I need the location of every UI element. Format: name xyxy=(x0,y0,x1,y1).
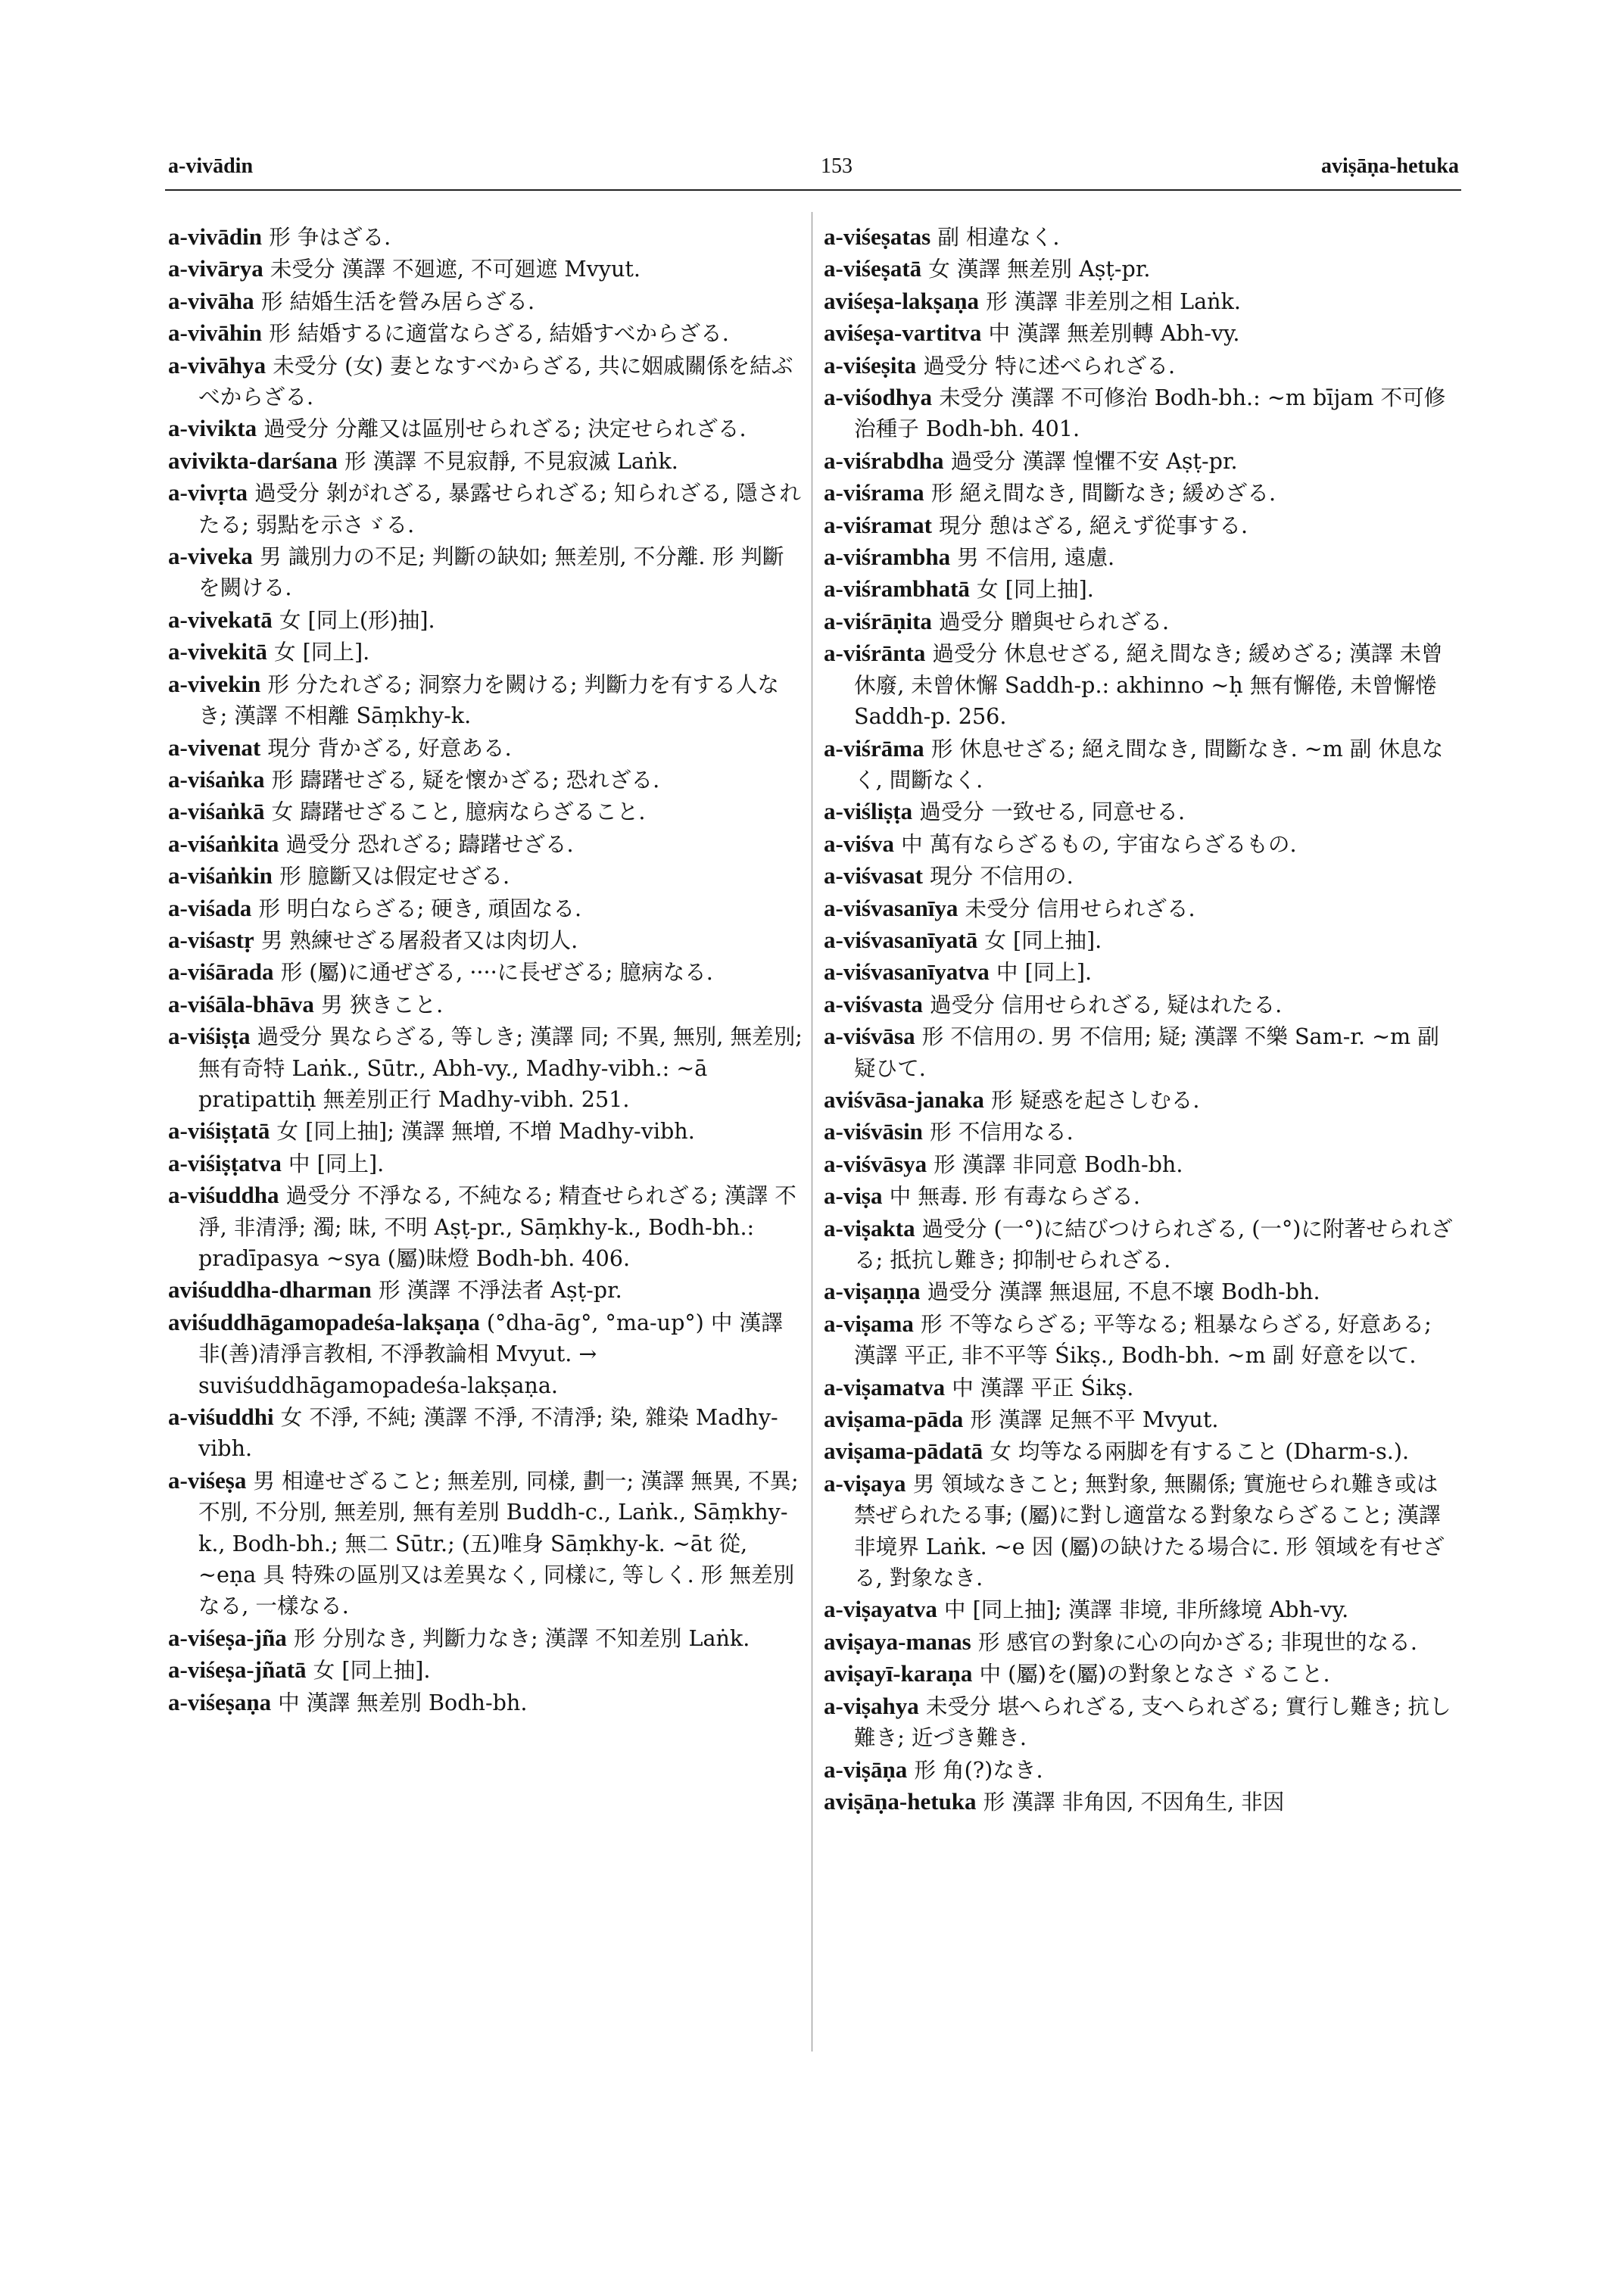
dictionary-entry xyxy=(824,1786,1458,1818)
dictionary-entry xyxy=(824,382,1458,445)
dictionary-entry xyxy=(824,1626,1458,1658)
definition: 女 [同上抽]. xyxy=(313,1657,431,1684)
dictionary-entry xyxy=(824,1404,1458,1435)
headword: a-viśvasanīyatva xyxy=(824,958,990,986)
dictionary-entry xyxy=(824,509,1458,541)
headword: a-viṣaṇṇa xyxy=(824,1278,921,1305)
headword: a-vivenat xyxy=(168,734,261,761)
dictionary-entry xyxy=(824,573,1458,605)
headword: a-vivṛta xyxy=(168,479,248,506)
dictionary-entry xyxy=(824,350,1458,382)
headword: a-viśaṅkin xyxy=(168,862,273,889)
headword: a-viśodhya xyxy=(824,384,932,411)
dictionary-entry xyxy=(824,637,1458,732)
dictionary-entry xyxy=(168,764,803,796)
dictionary-entry xyxy=(824,1594,1458,1625)
header-right-guideword: aviṣāṇa-hetuka xyxy=(1320,154,1459,178)
dictionary-entry xyxy=(824,1308,1458,1372)
dictionary-entry xyxy=(168,1465,803,1622)
dictionary-entry xyxy=(824,1372,1458,1404)
definition: 中 漢譯 無差別轉 Abh-vy. xyxy=(988,320,1240,347)
dictionary-entry xyxy=(824,1180,1458,1212)
dictionary-entry xyxy=(824,1084,1458,1116)
dictionary-entry xyxy=(168,317,803,349)
definition: 過受分 (一°)に結びつけられざる, (一°)に附著せられざる; 抵抗し難き; 抑制せられざる. xyxy=(854,1215,1453,1273)
dictionary-entry xyxy=(168,1622,803,1654)
definition: 過受分 分離又は區別せられざる; 決定せられざる. xyxy=(263,416,747,442)
headword: a-viṣaya xyxy=(824,1469,906,1497)
headword: a-viśeṣaṇa xyxy=(168,1688,272,1715)
header-left-guideword: a-vivādin xyxy=(168,154,254,178)
headword: a-viśeṣita xyxy=(824,351,917,379)
headword: a-viṣama xyxy=(824,1310,914,1337)
headword: a-viśvāsa xyxy=(824,1023,915,1050)
definition: 形 疑惑を起さしむる. xyxy=(990,1086,1200,1113)
definition: 中 漢譯 平正 Śikṣ. xyxy=(952,1374,1134,1400)
definition: 形 不信用の. 男 不信用; 疑; 漢譯 不樂 Sam-r. ~m 副 疑ひて. xyxy=(854,1023,1439,1081)
dictionary-entry xyxy=(168,253,803,285)
definition: 形 不信用なる. xyxy=(930,1119,1074,1145)
dictionary-entry xyxy=(168,1274,803,1306)
definition: 未受分 漢譯 不可修治 Bodh-bh.: ~m bījam 不可修治種子 Bodh-bh. 401. xyxy=(854,385,1446,442)
dictionary-entry xyxy=(824,477,1458,509)
definition: 中 漢譯 無差別 Bodh-bh. xyxy=(278,1689,528,1715)
definition: 過受分 信用せられざる, 疑はれたる. xyxy=(929,991,1283,1017)
headword: a-viśramat xyxy=(824,511,932,538)
definition: 形 争はざる. xyxy=(269,224,391,250)
definition: 未受分 漢譯 不廻遮, 不可廻遮 Mvyut. xyxy=(270,256,641,282)
dictionary-entry xyxy=(824,1658,1458,1690)
right-column xyxy=(824,221,1458,1818)
definition: 形 感官の對象に心の向かざる; 非現世的なる. xyxy=(977,1628,1417,1655)
headword: a-viśrambhatā xyxy=(824,575,970,603)
definition: 過受分 一致せる, 同意せる. xyxy=(919,799,1186,825)
headword: a-viśvasat xyxy=(824,862,923,889)
definition: 形 漢譯 不淨法者 Aṣṭ-pr. xyxy=(378,1277,622,1304)
dictionary-entry xyxy=(168,828,803,860)
dictionary-entry xyxy=(168,350,803,413)
definition: 未受分 堪へられざる, 支へられざる; 實行し難き; 抗し難き; 近づき難き. xyxy=(854,1693,1451,1751)
dictionary-entry xyxy=(168,893,803,924)
headword: a-viśvasanīya xyxy=(824,894,959,921)
definition: 女 不淨, 不純; 漢譯 不淨, 不清淨; 染, 雜染 Madhy-vibh. xyxy=(198,1404,778,1462)
dictionary-entry xyxy=(824,317,1458,349)
definition: 形 結婚生活を營み居らざる. xyxy=(260,288,535,314)
definition: 形 絕え間なき, 間斷なき; 緩めざる. xyxy=(930,480,1276,506)
definition: 女 [同上抽]; 漢譯 無増, 不増 Madhy-vibh. xyxy=(276,1118,695,1145)
dictionary-entry xyxy=(168,285,803,317)
definition: 未受分 信用せられざる. xyxy=(965,895,1195,921)
definition: 形 結婚するに適當ならざる, 結婚すべからざる. xyxy=(269,320,729,347)
headword: a-viśrāṇita xyxy=(824,607,932,634)
headword: a-viśiṣṭatva xyxy=(168,1149,282,1176)
headword: a-viṣahya xyxy=(824,1692,919,1719)
headword: a-viśuddhi xyxy=(168,1404,274,1431)
headword: a-viśrama xyxy=(824,479,924,506)
headword: a-viśaṅkā xyxy=(168,798,265,825)
headword: a-viṣakta xyxy=(824,1214,915,1242)
definition: (°dha-āg°, °ma-up°) 中 漢譯 非(善)清淨言教相, 不淨教論相 Mvyut. → suviśuddhāgamopadeśa-lakṣaṇa. xyxy=(198,1309,783,1398)
dictionary-entry xyxy=(824,1020,1458,1084)
definition: 形 明白ならざる; 硬き, 頑固なる. xyxy=(258,895,582,921)
headword: aviśuddha-dharman xyxy=(168,1276,372,1304)
headword: aviśvāsa-janaka xyxy=(824,1086,984,1113)
dictionary-entry xyxy=(168,1687,803,1718)
dictionary-entry xyxy=(168,732,803,764)
definition: 過受分 休息せざる, 絕え間なき; 緩めざる; 漢譯 未曾休廢, 未曾休懈 Saddh-p.: akhinno ~ḥ 無有懈倦, 未曾懈惓 Saddh-p. 256. xyxy=(854,640,1443,730)
dictionary-entry xyxy=(168,477,803,541)
headword: a-viśiṣṭa xyxy=(168,1023,251,1050)
definition: 男 相違せざること; 無差別, 同樣, 劃一; 漢譯 無異, 不異; 不別, 不分別, 無差別, 無有差別 Buddh-c., Laṅk., Sāṃkhy-k., Bodh-bh.; 無二 Sūtr.; (五)唯身 Sāṃkhy-k. ~āt 從, ~eṇa 具 特殊の區別又は差異なく, 同樣に, 等しく. 形 無差別なる, 一樣なる. xyxy=(198,1467,799,1619)
headword: a-viśrāma xyxy=(824,734,924,762)
dictionary-entry xyxy=(168,445,803,477)
dictionary-entry xyxy=(824,1116,1458,1148)
dictionary-entry xyxy=(824,924,1458,956)
headword: a-viśliṣṭa xyxy=(824,798,913,825)
definition: 形 分たれざる; 洞察力を闕ける; 判斷力を有する人なき; 漢譯 不相離 Sāṃkhy-k. xyxy=(198,671,779,729)
dictionary-entry xyxy=(824,541,1458,573)
definition: 現分 憩はざる, 絕えず從事する. xyxy=(939,512,1248,538)
headword: aviśeṣa-vartitva xyxy=(824,319,982,347)
headword: a-viṣamatva xyxy=(824,1373,946,1400)
dictionary-entry xyxy=(168,1148,803,1179)
dictionary-entry xyxy=(168,989,803,1020)
definition: 過受分 漢譯 惶懼不安 Aṣṭ-pr. xyxy=(950,447,1238,474)
dictionary-entry xyxy=(168,604,803,636)
dictionary-entry xyxy=(824,606,1458,637)
definition: 形 漢譯 足無不平 Mvyut. xyxy=(970,1407,1219,1433)
definition: 未受分 (女) 妻となすべからざる, 共に姻戚關係を結ぶべからざる. xyxy=(198,352,793,410)
definition: 現分 背かざる, 好意ある. xyxy=(267,734,512,761)
headword: aviṣaya-manas xyxy=(824,1628,971,1655)
dictionary-entry xyxy=(168,1115,803,1147)
definition: 女 均等なる兩脚を有すること (Dharm-s.). xyxy=(990,1438,1410,1465)
headword: aviṣayī-karaṇa xyxy=(824,1660,973,1687)
dictionary-entry xyxy=(168,1307,803,1401)
headword: a-viśeṣa xyxy=(168,1466,247,1494)
headword: a-viśeṣa-jña xyxy=(168,1624,287,1651)
headword: a-viśaṅka xyxy=(168,765,265,793)
headword: a-viśrabdha xyxy=(824,447,944,474)
headword: a-vivāhya xyxy=(168,351,267,379)
headword: a-viṣāṇa xyxy=(824,1756,908,1783)
headword: a-viśuddha xyxy=(168,1182,279,1209)
definition: 男 狹きこと. xyxy=(321,991,444,1017)
definition: 形 (屬)に通ぜざる, ····に長ぜざる; 臆病なる. xyxy=(280,959,713,986)
dictionary-entry xyxy=(824,253,1458,285)
definition: 男 識別力の不足; 判斷の缺如; 無差別, 不分離. 形 判斷を闕ける. xyxy=(198,544,784,601)
headword: a-viśva xyxy=(824,830,894,857)
headword: a-vivekitā xyxy=(168,638,267,665)
definition: 形 漢譯 非角因, 不因角生, 非因 xyxy=(983,1788,1285,1815)
definition: 現分 不信用の. xyxy=(929,863,1074,889)
definition: 過受分 贈與せられざる. xyxy=(939,608,1170,634)
definition: 過受分 恐れざる; 躊躇せざる. xyxy=(285,830,574,857)
definition: 中 無毒. 形 有毒ならざる. xyxy=(889,1183,1140,1210)
dictionary-entry xyxy=(824,1148,1458,1180)
definition: 男 領域なきこと; 無對象, 無關係; 實施せられ難き或は禁ぜられたる事; (屬)に對し適當なる對象ならざること; 漢譯 非境界 Laṅk. ~e 因 (屬)の缺けたる場合に. 形 領域を有せざる, 對象なき. xyxy=(854,1470,1445,1591)
dictionary-entry xyxy=(168,668,803,732)
definition: 女 [同上抽]. xyxy=(984,927,1102,953)
headword: a-viṣayatva xyxy=(824,1596,937,1623)
headword: a-viśrānta xyxy=(824,640,926,667)
headword: a-viśāla-bhāva xyxy=(168,990,314,1017)
definition: 中 [同上]. xyxy=(996,959,1093,986)
headword: a-viśeṣatas xyxy=(824,223,931,250)
dictionary-entry xyxy=(824,1754,1458,1786)
definition: 形 漢譯 非差別之相 Laṅk. xyxy=(986,288,1241,314)
dictionary-entry xyxy=(824,1690,1458,1754)
definition: 女 [同上(形)抽]. xyxy=(279,606,435,633)
definition: 過受分 特に述べられざる. xyxy=(923,352,1176,379)
headword: a-viśvasanīyatā xyxy=(824,926,978,953)
headword: a-vivekin xyxy=(168,670,261,697)
headword: a-vivekatā xyxy=(168,606,273,633)
headword: a-viśeṣatā xyxy=(824,255,922,282)
headword: aviṣāṇa-hetuka xyxy=(824,1787,977,1815)
definition: 形 臆斷又は假定せざる. xyxy=(279,863,510,889)
dictionary-entry xyxy=(168,860,803,892)
definition: 形 漢譯 非同意 Bodh-bh. xyxy=(934,1151,1183,1177)
headword: aviṣama-pāda xyxy=(824,1406,964,1433)
dictionary-entry xyxy=(824,989,1458,1020)
headword: a-vivādin xyxy=(168,223,263,250)
dictionary-entry xyxy=(168,221,803,253)
definition: 形 躊躇せざる, 疑を懷かざる; 恐れざる. xyxy=(271,766,660,793)
definition: 女 [同上]. xyxy=(273,639,370,665)
dictionary-entry xyxy=(824,1276,1458,1307)
definition: 過受分 漢譯 無退屈, 不息不壞 Bodh-bh. xyxy=(927,1279,1320,1305)
dictionary-entry xyxy=(168,1179,803,1274)
headword: a-vivāhin xyxy=(168,319,263,347)
dictionary-entry xyxy=(168,924,803,956)
header-rule xyxy=(165,189,1461,191)
page-number: 153 xyxy=(821,154,853,178)
dictionary-entry xyxy=(824,828,1458,860)
dictionary-entry xyxy=(824,956,1458,988)
definition: 形 漢譯 不見寂靜, 不見寂滅 Laṅk. xyxy=(344,447,678,474)
definition: 女 [同上抽]. xyxy=(976,576,1094,603)
headword: a-viśastṛ xyxy=(168,926,254,953)
definition: 形 角(?)なき. xyxy=(914,1756,1043,1783)
headword: aviṣama-pādatā xyxy=(824,1438,983,1465)
definition: 形 休息せざる; 絕え間なき, 間斷なき. ~m 副 休息なく, 間斷なく. xyxy=(854,735,1444,793)
headword: a-viśiṣṭatā xyxy=(168,1117,270,1145)
definition: 過受分 異ならざる, 等しき; 漢譯 同; 不異, 無別, 無差別; 無有奇特 Laṅk., Sūtr., Abh-vy., Madhy-vibh.: ~ā pratipattiḥ 無差別正行 Madhy-vibh. 251. xyxy=(198,1023,803,1112)
dictionary-entry xyxy=(824,1213,1458,1276)
definition: 副 相違なく. xyxy=(937,224,1060,250)
dictionary-entry xyxy=(168,636,803,668)
dictionary-entry xyxy=(824,285,1458,317)
dictionary-entry xyxy=(168,413,803,444)
dictionary-entry xyxy=(824,1435,1458,1467)
running-head xyxy=(0,150,1624,188)
dictionary-entry xyxy=(824,893,1458,924)
headword: aviśeṣa-lakṣaṇa xyxy=(824,287,979,314)
left-column xyxy=(168,221,803,1718)
headword: aviśuddhāgamopadeśa-lakṣaṇa xyxy=(168,1308,480,1335)
definition: 女 躊躇せざること, 臆病ならざること. xyxy=(271,799,646,825)
definition: 形 不等ならざる; 平等なる; 粗暴ならざる, 好意ある; 漢譯 平正, 非不平等 Śikṣ., Bodh-bh. ~m 副 好意を以て. xyxy=(854,1310,1432,1369)
definition: 過受分 剝がれざる, 暴露せられざる; 知られざる, 隱されたる; 弱點を示さゞる. xyxy=(198,480,801,537)
headword: a-vivikta xyxy=(168,415,257,442)
definition: 中 萬有ならざるもの, 宇宙ならざるもの. xyxy=(901,830,1297,857)
headword: a-vivārya xyxy=(168,255,263,282)
dictionary-entry xyxy=(168,796,803,827)
dictionary-entry xyxy=(824,221,1458,253)
headword: a-viśārada xyxy=(168,958,274,986)
dictionary-entry xyxy=(168,541,803,604)
definition: 形 分別なき, 判斷力なき; 漢譯 不知差別 Laṅk. xyxy=(293,1625,750,1651)
dictionary-entry xyxy=(824,445,1458,477)
dictionary-entry xyxy=(824,796,1458,827)
headword: avivikta-darśana xyxy=(168,447,338,474)
definition: 中 (屬)を(屬)の對象となさゞること. xyxy=(979,1661,1330,1687)
definition: 女 漢譯 無差別 Aṣṭ-pr. xyxy=(928,256,1151,282)
headword: a-vivāha xyxy=(168,287,254,314)
headword: a-viśvasta xyxy=(824,990,923,1017)
definition: 中 [同上抽]; 漢譯 非境, 非所緣境 Abh-vy. xyxy=(943,1597,1349,1623)
headword: a-viśeṣa-jñatā xyxy=(168,1656,307,1684)
definition: 中 [同上]. xyxy=(288,1150,385,1176)
headword: a-viṣa xyxy=(824,1182,883,1210)
headword: a-viśrambha xyxy=(824,544,951,571)
dictionary-entry xyxy=(168,956,803,988)
headword: a-viśvāsin xyxy=(824,1118,923,1145)
dictionary-entry xyxy=(168,1654,803,1686)
dictionary-entry xyxy=(168,1401,803,1465)
headword: a-viveka xyxy=(168,543,253,570)
dictionary-entry xyxy=(168,1020,803,1115)
dictionary-entry xyxy=(824,733,1458,796)
headword: a-viśvāsya xyxy=(824,1150,927,1177)
definition: 男 熟練せざる屠殺者又は肉切人. xyxy=(260,927,578,953)
dictionary-entry xyxy=(824,860,1458,892)
dictionary-entry xyxy=(824,1468,1458,1594)
definition: 過受分 不淨なる, 不純なる; 精査せられざる; 漢譯 不淨, 非清淨; 濁; 昧, 不明 Aṣṭ-pr., Sāṃkhy-k., Bodh-bh.: pradīpasya ~sya (屬)昧燈 Bodh-bh. 406. xyxy=(198,1182,796,1271)
definition: 男 不信用, 遠慮. xyxy=(957,544,1115,571)
headword: a-viśada xyxy=(168,894,252,921)
headword: a-viśaṅkita xyxy=(168,830,279,857)
